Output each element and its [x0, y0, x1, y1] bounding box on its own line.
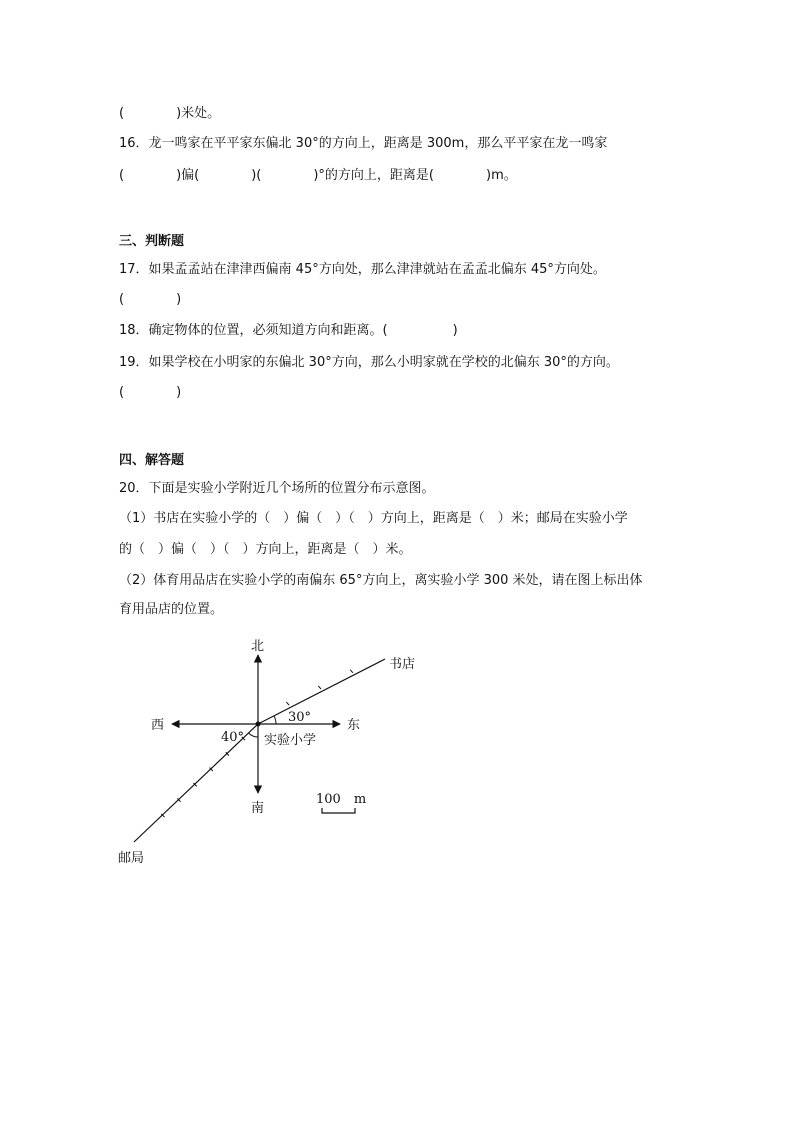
post-office-label: 邮局	[118, 851, 145, 866]
question-20-part-1-line-1: （1）书店在实验小学的（ ）偏（ ）（ ）方向上，距离是（ ）米；邮局在实验小学	[119, 511, 628, 526]
angle-southwest-label: 40°	[221, 730, 245, 745]
question-19-answer: ( )	[119, 385, 182, 400]
angle-northeast-label: 30°	[288, 710, 312, 725]
school-point	[256, 722, 261, 727]
question-20-part-1-line-2: 的（ ）偏（ ）（ ）方向上，距离是（ ）米。	[119, 542, 412, 557]
angle-arc-northeast	[274, 716, 276, 724]
bookstore-label: 书店	[389, 657, 416, 672]
section-judgement-heading: 三、判断题	[119, 234, 185, 249]
west-label: 西	[151, 718, 165, 733]
question-18: 18．确定物体的位置，必须知道方向和距离。( )	[119, 323, 458, 338]
bookstore-ticks	[286, 670, 353, 706]
scale-bar	[322, 808, 355, 813]
question-16-line-2: ( )偏( )( )°的方向上，距离是( )m。	[119, 168, 517, 183]
answer-blank-line: ( )米处。	[119, 106, 221, 121]
angle-arc-southwest	[249, 733, 258, 737]
scale-label: 100 m	[316, 792, 367, 807]
south-label: 南	[251, 801, 265, 816]
school-label: 实验小学	[264, 733, 317, 748]
question-17-answer: ( )	[119, 292, 182, 307]
section-answer-heading: 四、解答题	[119, 453, 185, 468]
question-19: 19．如果学校在小明家的东偏北 30°方向，那么小明家就在学校的北偏东 30°的方向。	[119, 355, 619, 370]
east-label: 东	[347, 718, 361, 733]
question-16-line-1: 16．龙一鸣家在平平家东偏北 30°的方向上，距离是 300m，那么平平家在龙一鸣家	[119, 136, 608, 151]
question-20-part-2-line-1: （2）体育用品店在实验小学的南偏东 65°方向上，离实验小学 300 米处，请在图上标出体	[119, 573, 643, 588]
bookstore-line	[258, 659, 385, 724]
north-label: 北	[251, 639, 265, 654]
question-17: 17．如果孟孟站在津津西偏南 45°方向处，那么津津就站在孟孟北偏东 45°方向处。	[119, 262, 606, 277]
question-20: 20．下面是实验小学附近几个场所的位置分布示意图。	[119, 481, 435, 496]
question-20-part-2-line-2: 育用品店的位置。	[119, 602, 224, 617]
